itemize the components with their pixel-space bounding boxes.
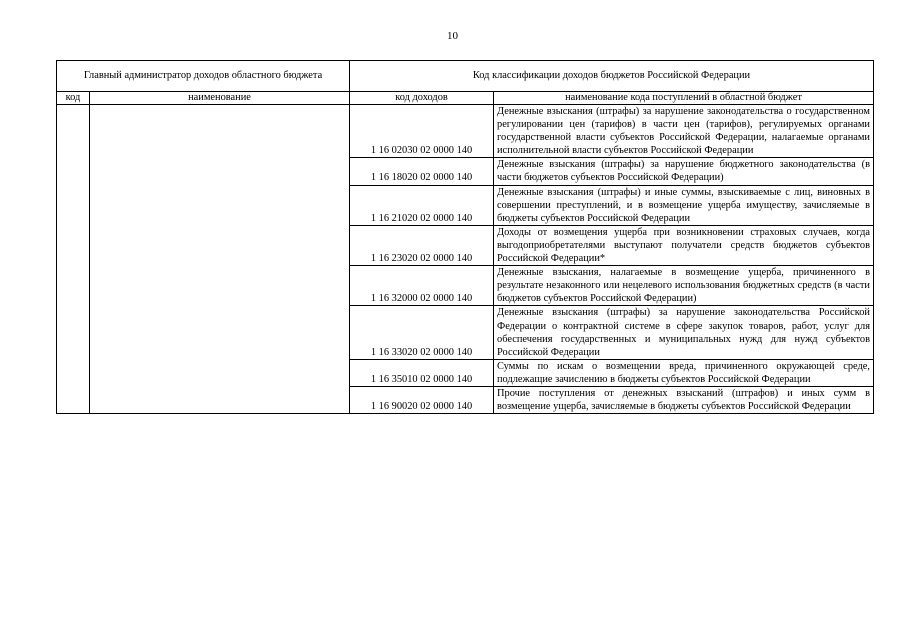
income-code: 1 16 90020 02 0000 140 [350, 386, 494, 413]
income-code: 1 16 32000 02 0000 140 [350, 266, 494, 306]
header-classification-group: Код классификации доходов бюджетов Российской Федерации [350, 61, 874, 92]
header-col-income-name: наименование кода поступлений в областной бюджет [494, 92, 874, 105]
header-group-row [57, 61, 874, 92]
admin-name-cell [90, 105, 350, 414]
income-description: Суммы по искам о возмещении вреда, причиненного окружающей среде, подлежащие зачислению в бюджеты субъектов Российской Федерации [494, 359, 874, 386]
header-col-name: наименование [90, 92, 350, 105]
income-description: Доходы от возмещения ущерба при возникновении страховых случаев, когда выгодоприобретателями выступают получатели средств бюджетов субъектов Российской Федерации* [494, 225, 874, 265]
income-code: 1 16 02030 02 0000 140 [350, 105, 494, 158]
income-code: 1 16 23020 02 0000 140 [350, 225, 494, 265]
income-description: Денежные взыскания (штрафы) за нарушение законодательства Российской Федерации о контрактной системе в сфере закупок товаров, работ, услуг для обеспечения государственных и муниципальных нужд для нужд субъектов Российской Федерации [494, 306, 874, 359]
admin-code-cell [57, 105, 90, 414]
table-row [57, 105, 874, 158]
header-col-code: код [57, 92, 90, 105]
income-description: Денежные взыскания (штрафы) за нарушение бюджетного законодательства (в части бюджетов субъектов Российской Федерации) [494, 158, 874, 185]
header-columns-row [57, 92, 874, 105]
header-admin-group: Главный администратор доходов областного бюджета [57, 61, 350, 92]
income-code: 1 16 21020 02 0000 140 [350, 185, 494, 225]
income-description: Прочие поступления от денежных взысканий (штрафов) и иных сумм в возмещение ущерба, зачисляемые в бюджеты субъектов Российской Федерации [494, 386, 874, 413]
income-code: 1 16 35010 02 0000 140 [350, 359, 494, 386]
income-description: Денежные взыскания, налагаемые в возмещение ущерба, причиненного в результате незаконного или нецелевого использования бюджетных средств (в части бюджетов субъектов Российской Федерации) [494, 266, 874, 306]
income-description: Денежные взыскания (штрафы) за нарушение законодательства о государственном регулировании цен (тарифов) в части цен (тарифов), регулируемых органами государственной власти субъектов Российской Федерации, налагаемые органами исполнительной власти субъектов Российской Федерации [494, 105, 874, 158]
income-description: Денежные взыскания (штрафы) и иные суммы, взыскиваемые с лиц, виновных в совершении преступлений, и в возмещение ущерба имуществу, зачисляемые в бюджеты субъектов Российской Федерации [494, 185, 874, 225]
revenue-classification-table [56, 60, 874, 414]
page-number: 10 [447, 30, 458, 42]
income-code: 1 16 33020 02 0000 140 [350, 306, 494, 359]
header-col-income-code: код доходов [350, 92, 494, 105]
income-code: 1 16 18020 02 0000 140 [350, 158, 494, 185]
